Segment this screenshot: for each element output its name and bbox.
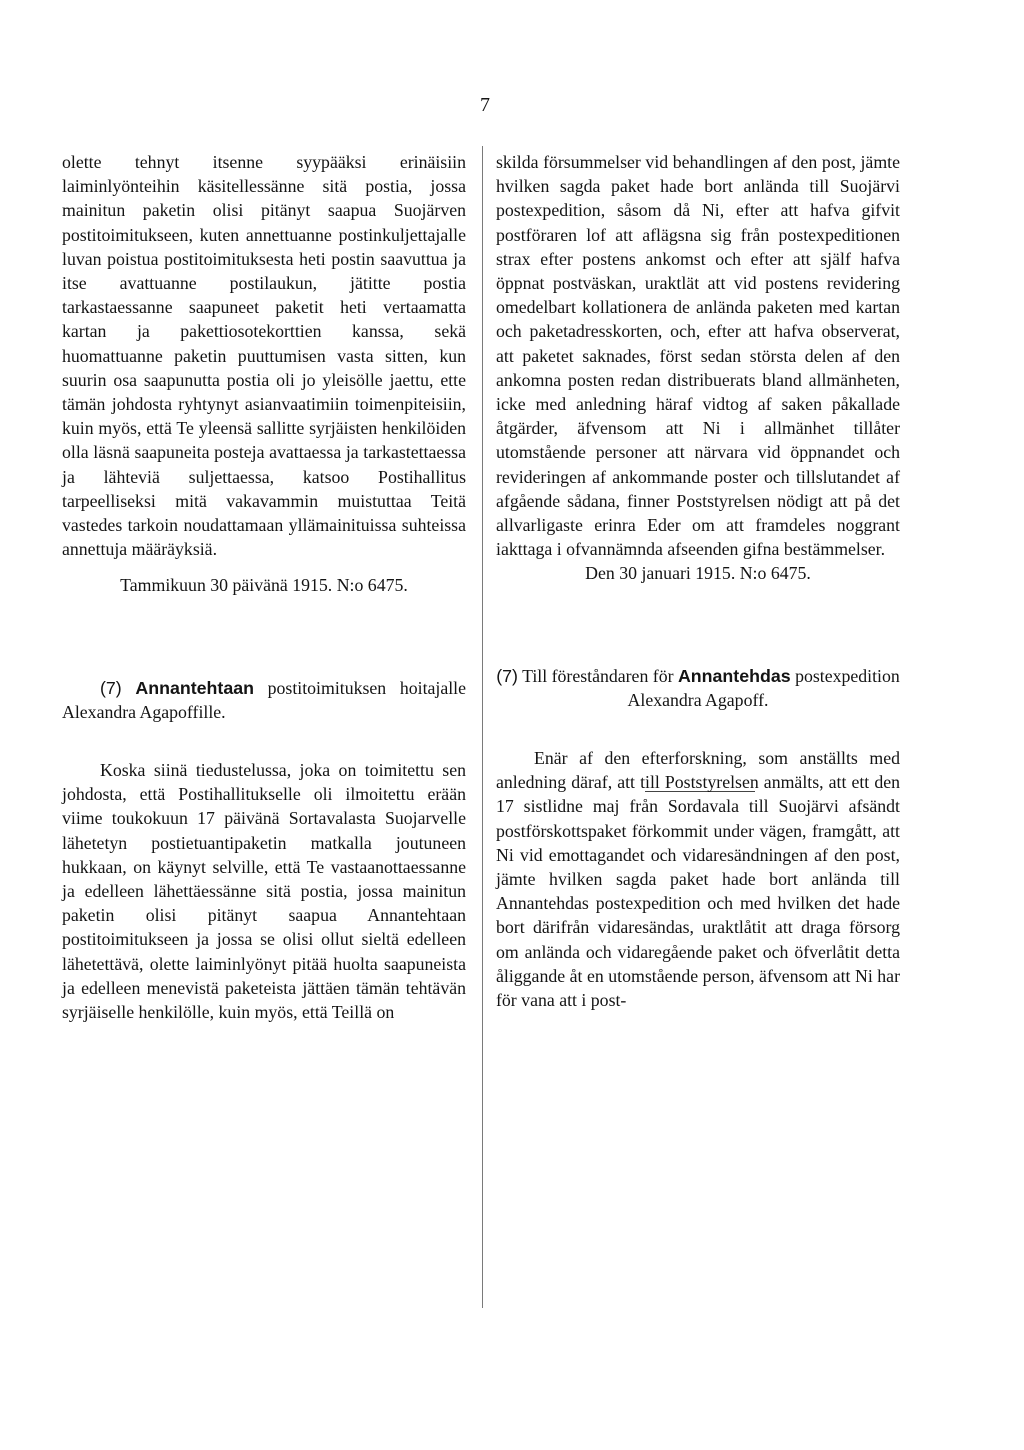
- left-heading-number: (7): [100, 677, 122, 698]
- right-heading-name: Annantehdas: [677, 665, 791, 686]
- right-date-line: Den 30 januari 1915. N:o 6475.: [585, 563, 811, 584]
- left-section-heading: [62, 676, 466, 724]
- page-number: 7: [480, 94, 490, 116]
- left-heading-name: Annantehtaan: [135, 677, 254, 698]
- left-date-line: Tammikuun 30 päivänä 1915. N:o 6475.: [120, 575, 408, 596]
- left-body2-paragraph: Koska siinä tiedustelussa, joka on toimitettu sen johdosta, että Postihallitukselle oli ilmoitettu erään viime toukokuun 17 päivänä Sortavalasta Suojarvelle lähetetyn postietuantipaketin matkalla joutuneen hukkaan, on käynyt selville, että Te vastaanottaessanne ja edelleen lähettäessänne sitä postia, jossa mainitun paketin olisi pitänyt saapua Annantehtaan postitoimitukseen ja jossa se olisi ollut sieltä edelleen lähetettävä, olette laiminlyönyt pitää huolta saapuneista ja edelleen menevistä paketeista jättäen tämän tehtävän syrjäiselle henkilölle, kuin myös, että Teillä on: [62, 760, 466, 1023]
- right-body2-paragraph: Enär af den efterforskning, som anställts med anledning däraf, att till Poststyrelsen anmälts, att ett den 17 sistlidne maj från Sordavala till Suojärvi afsändt postförskottspaket förkommit under vägen, framgått, att Ni vid emottagandet och vidaresändningen af den post, jämte hvilken sagda paket hade bort anlända till Annantehdas postexpedition och med hvilken det hade bort därifrån vidaresändas, uraktlåtit att draga försorg om anlända och vidaregående paket och öfverlåtit detta åliggande åt en utomstående person, äfvensom att Ni har för vana att i post-: [496, 748, 900, 1011]
- left-heading-rest: postitoimituksen hoitajalle Alexandra Agapoffille.: [62, 677, 467, 722]
- right-heading-number: (7): [496, 665, 518, 686]
- right-heading-pre: Till föreståndaren för: [522, 665, 674, 686]
- right-column: [496, 150, 900, 1012]
- left-body-paragraph: olette tehnyt itsenne syypääksi erinäisiin laiminlyönteihin käsitellessänne sitä postia, jossa mainitun paketin olisi pitänyt saapua Suojärven postitoimitukseen, kuten annettuanne postinkuljettajalle luvan poistua postitoimituksesta heti postin saavuttua ja itse avattuanne postilaukun, jätitte postia tarkastaessanne saapuneet paketit heti vertaamatta kartan ja pakettiosotekorttien kanssa, sekä huomattuanne paketin puuttumisen vasta sitten, kun suurin osa saapunutta postia oli jo yleisölle jaettu, ette tämän johdosta ryhtynyt asianvaatimiin toimenpiteisiin, kuin myös, että Te yleensä sallitte syrjäisten henkilöiden olla läsnä saapuneita posteja avattaessa ja tarkastettaessa ja lähteviä suljettaessa, katsoo Postihallitus tarpeelliseksi mitä vakavammin muistuttaa Teitä vastedes tarkoin noudattamaan yllämainituissa suhteissa annettuja määräyksiä.: [62, 152, 466, 560]
- right-body-paragraph: skilda försummelser vid behandlingen af den post, jämte hvilken sagda paket hade bort anlända till Suojärvi postexpedition, såsom då Ni, efter att hafva gifvit postföraren lof att aflägsna sig från postexpeditionen strax efter postens ankomst och efter att själf hafva öppnat postväskan, uraktlät att vid postens revidering omedelbart kollationera de anlända paketen med kartan och paketadresskorten, och, efter att hafva observerat, att paketet saknades, först sedan största delen af den ankomna posten redan distribuerats bland allmänheten, icke med anledning häraf vidtog af saken påkallade åtgärder, äfvensom att Ni i allmänhet tillåter utomstående personer att närvara vid öppnandet och revideringen af ankommande poster och tillslutandet af afgående sådana, finner Poststyrelsen nödigt att på det allvarligaste erinra Eder om att framdeles noggrant iakttaga i ofvannämnda afseenden gifna bestämmelser.: [496, 152, 900, 560]
- right-heading-rest: postexpedition Alexandra Agapoff.: [627, 665, 900, 710]
- right-section-heading: [496, 664, 900, 712]
- column-divider: [482, 146, 483, 1308]
- left-column: [62, 150, 466, 1024]
